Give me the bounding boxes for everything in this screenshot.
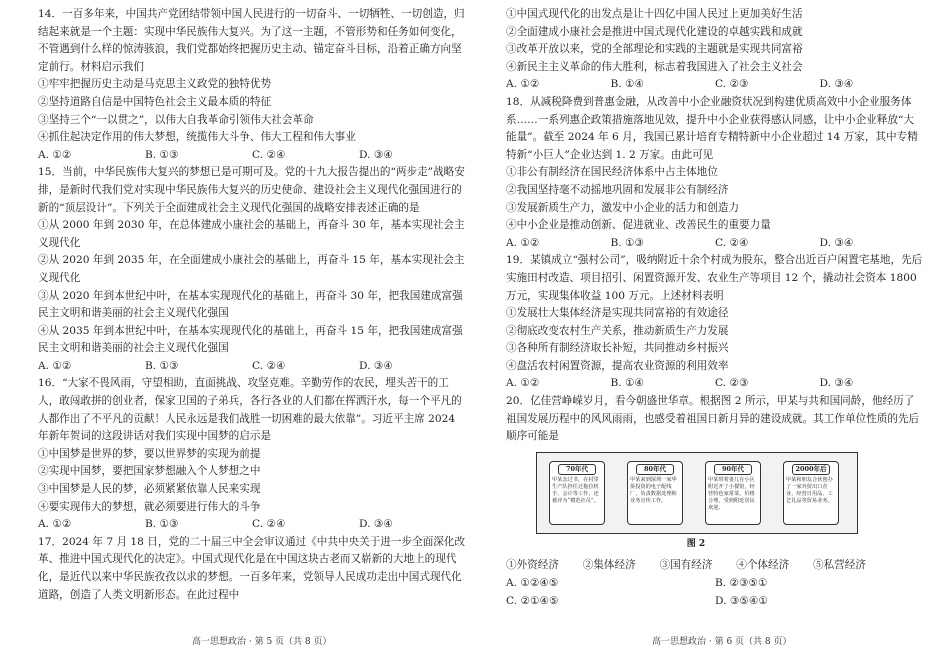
q15-choice-b[interactable]: B. ①③ xyxy=(145,359,179,372)
card-2000s-title: 2000年后 xyxy=(792,464,830,475)
q19-choice-c[interactable]: C. ②③ xyxy=(715,377,749,390)
q20-choices xyxy=(506,575,924,610)
figure-caption: 图 2 xyxy=(686,538,706,549)
q16-item-1: ①中国梦是世界的梦，要以世界梦的实现为前提 xyxy=(38,447,261,460)
q19-choices xyxy=(506,375,924,393)
q17-choice-b[interactable]: B. ①④ xyxy=(610,78,645,91)
q17-item-4: ④新民主主义革命的伟大胜利，标志着我国进入了社会主义社会 xyxy=(506,60,803,73)
q15-item-3: ③从 2020 年到本世纪中叶，在基本实现现代化的基础上，再奋斗 30 年，把我国建成富强民主文明和谐美丽的社会主义现代化强国 xyxy=(38,289,463,320)
q18-item-2: ②我国坚持毫不动摇地巩固和发展非公有制经济 xyxy=(506,183,729,196)
q19-item-2: ②彻底改变农村生产关系，推动新质生产力发展 xyxy=(506,324,729,337)
card-90s-text: 甲某带着妻儿在小区附近开了小餐馆，经营特色家常菜，价格合理，受到附近居民欢迎。 xyxy=(708,476,755,511)
type-1: ①外资经济 xyxy=(506,559,559,572)
q19-choice-a[interactable]: A. ①② xyxy=(506,377,540,390)
q20-choice-a[interactable]: A. ①②④⑤ xyxy=(506,577,559,590)
q18-stem: 18．从减税降费到普惠金融，从改善中小企业融资状况到构建优质高效中小企业服务体系……一系列惠企政策措施落地见效，提升中小企业获得感认同感，让中小企业释放“大能量”。截至 2024 年 6 月，我国已累计培育专精特新中小企业超过 14 万家，其中专精特新“小巨人”企业达到 1. 2 万家。由此可见 xyxy=(506,95,918,161)
q18-choices xyxy=(506,235,924,253)
figure-2 xyxy=(536,452,858,534)
right-column xyxy=(506,6,924,610)
card-80s-title: 80年代 xyxy=(636,464,674,475)
q14-item-2: ②坚持道路自信是中国特色社会主义最本质的特征 xyxy=(38,95,272,108)
page-footer-right: 高一思想政治 · 第 6 页（共 8 页） xyxy=(652,637,792,647)
left-column xyxy=(38,6,466,604)
q17-choice-d[interactable]: D. ③④ xyxy=(819,78,854,91)
q16-choice-a[interactable]: A. ①② xyxy=(38,518,72,531)
q18-choice-a[interactable]: A. ①② xyxy=(506,236,540,249)
q14-item-1: ①牢牢把握历史主动是马克思主义政党的独特优势 xyxy=(38,78,272,91)
q16-item-2: ②实现中国梦，要把国家梦想融入个人梦想之中 xyxy=(38,465,261,478)
q16-choice-b[interactable]: B. ①③ xyxy=(145,518,179,531)
q14-stem: 14．一百多年来，中国共产党团结带领中国人民进行的一切奋斗、一切牺牲、一切创造，归结起来就是一个主题：实现中华民族伟大复兴。为了这一主题，不管形势和任务如何变化，不管遇到什么样的惊涛骇浪，我们党都始终把握历史主动、锚定奋斗目标，沿着正确方向坚定前行。材料启示我们 xyxy=(38,8,465,73)
type-2: ②集体经济 xyxy=(582,559,636,572)
q18-choice-c[interactable]: C. ②④ xyxy=(715,236,749,249)
q20-choice-c[interactable]: C. ②①④⑤ xyxy=(506,594,559,607)
q17-stem: 17．2024 年 7 月 18 日，党的二十届三中全会审议通过《中共中央关于进一步全面深化改革、推进中国式现代化的决定》。中国式现代化是在中国这块古老而又崭新的大地上的现代化，是近代以来中华民族孜孜以求的梦想。一百多年来，党领导人民成功走出中国式现代化道路，创造了人类文明新形态。在此过程中 xyxy=(38,535,466,601)
q15-choice-c[interactable]: C. ②④ xyxy=(252,359,286,372)
q18-item-3: ③发展新质生产力，激发中小企业的活力和创造力 xyxy=(506,201,740,214)
q14-choices xyxy=(38,147,466,165)
q17-item-2: ②全面建成小康社会是推进中国式现代化建设的卓越实践和成就 xyxy=(506,25,803,38)
page-footer-left: 高一思想政治 · 第 5 页（共 8 页） xyxy=(192,637,332,647)
q17-item-1: ①中国式现代化的出发点是让十四亿中国人民过上更加美好生活 xyxy=(506,8,803,20)
q16-choice-d[interactable]: D. ③④ xyxy=(359,518,393,531)
q19-item-4: ④盘活农村闲置资源，提高农业资源的利用效率 xyxy=(506,359,729,372)
card-2000s-text: 甲某和朋友合伙创办了一家外贸出口企业，经营日用品、工艺礼品等贸易业务。 xyxy=(786,476,833,504)
card-2000s xyxy=(783,461,839,525)
q15-choice-d[interactable]: D. ③④ xyxy=(359,359,393,372)
q18-item-1: ①非公有制经济在国民经济体系中占主体地位 xyxy=(506,166,718,179)
q14-choice-d[interactable]: D. ③④ xyxy=(359,148,393,161)
q19-stem: 19．某镇成立“强村公司”，吸纳附近十余个村成为股东，整合出近百户闲置宅基地，先后实施田村改造、项目招引、闲置资源开发、农业生产等项目 12 个，撬动社会资本 1800 万元，实现集体收益 100 万元。上述材料表明 xyxy=(506,254,923,302)
q16-choices xyxy=(38,516,466,534)
q17-item-3: ③改革开放以来，党的全部理论和实践的主题就是实现共同富裕 xyxy=(506,43,803,56)
type-5: ⑤私营经济 xyxy=(813,559,866,572)
q14-item-3: ③坚持三个“一以贯之”，以伟大自我革命引领伟大社会革命 xyxy=(38,113,314,126)
q16-choice-c[interactable]: C. ②④ xyxy=(252,518,286,531)
q14-choice-a[interactable]: A. ①② xyxy=(38,148,72,161)
card-90s-title: 90年代 xyxy=(714,464,752,475)
q15-choice-a[interactable]: A. ①② xyxy=(38,359,72,372)
q20-economy-types xyxy=(506,557,866,575)
q19-item-1: ①发展壮大集体经济是实现共同富裕的有效途径 xyxy=(506,307,729,320)
q19-item-3: ③各种所有制经济取长补短，共同推动乡村振兴 xyxy=(506,342,729,355)
q20-choice-b[interactable]: B. ②③⑤① xyxy=(715,577,768,590)
q18-choice-d[interactable]: D. ③④ xyxy=(819,236,854,249)
q14-item-4: ④抓住起决定作用的伟大梦想，统揽伟大斗争、伟大工程和伟大事业 xyxy=(38,131,356,144)
q17-choices xyxy=(506,76,924,94)
q17-choice-c[interactable]: C. ②③ xyxy=(715,78,749,91)
q15-stem: 15．当前，中华民族伟大复兴的梦想已是可期可及。党的十九大报告提出的“两步走”战略安排，是新时代我们党对实现中华民族伟大复兴的历史使命、建设社会主义现代化强国进行的新的“顶层设计”。下列关于全面建成社会主义现代化强国的战略安排表述正确的是 xyxy=(38,166,465,214)
q18-item-4: ④中小企业是推动创新、促进就业、改善民生的重要力量 xyxy=(506,219,771,232)
q19-choice-b[interactable]: B. ①④ xyxy=(610,377,645,390)
q15-item-2: ②从 2020 年到 2035 年，在全面建成小康社会的基础上，再奋斗 15 年，基本实现社会主义现代化 xyxy=(38,254,465,284)
q16-item-4: ④要实现伟大的梦想，就必须要进行伟大的斗争 xyxy=(38,500,261,513)
q20-choice-d[interactable]: D. ③⑤④① xyxy=(715,594,768,607)
q18-choice-b[interactable]: B. ①③ xyxy=(610,236,645,249)
card-80s-text: 甲某来到深圳一家华侨投资的电子配线厂，负责数据处理和业务宣传工作。 xyxy=(630,476,677,504)
card-70s xyxy=(549,461,605,525)
q16-item-3: ③中国梦是人民的梦，必须紧紧依靠人民来实现 xyxy=(38,483,261,496)
q20-stem: 20．亿佳营峥嵘岁月，看今朝盛世华章。根据图 2 所示，甲某与共和国同龄，他经历了祖国发展历程中的风风雨雨，也感受着祖国日新月异的建设成就。其工作单位性质的先后顺序可能是 xyxy=(506,395,920,443)
q14-choice-b[interactable]: B. ①③ xyxy=(145,148,179,161)
q16-stem: 16．“大家不畏风雨，守望相助，直面挑战、攻坚克难。辛勤劳作的农民，埋头苦干的工人，敢闯敢拼的创业者，保家卫国的子弟兵，各行各业的人们都在挥洒汗水，每一个平凡的人都作出了不平凡的贡献！人民永远是我们战胜一切困难的最大依靠”。习近平主席 2024 年新年贺词的这段讲话对我们实现中国梦的启示是 xyxy=(38,377,462,443)
card-70s-title: 70年代 xyxy=(558,464,596,475)
card-80s xyxy=(627,461,683,525)
q15-item-4: ④从 2035 年到本世纪中叶，在基本实现现代化的基础上，再奋斗 15 年，把我国建成富强民主文明和谐美丽的社会主义现代化强国 xyxy=(38,324,463,355)
q15-item-1: ①从 2000 年到 2030 年，在总体建成小康社会的基础上，再奋斗 30 年，基本实现社会主义现代化 xyxy=(38,219,465,249)
type-4: ④个体经济 xyxy=(736,559,790,572)
q19-choice-d[interactable]: D. ③④ xyxy=(819,377,854,390)
q17-choice-a[interactable]: A. ①② xyxy=(506,78,540,91)
q14-choice-c[interactable]: C. ②④ xyxy=(252,148,286,161)
q15-choices xyxy=(38,358,466,376)
type-3: ③国有经济 xyxy=(659,559,713,572)
card-70s-text: 甲某念过书，在村里生产队担任过拖拉机手，会计等工作，还被评为“模范社员”。 xyxy=(552,476,599,504)
card-90s xyxy=(705,461,761,525)
